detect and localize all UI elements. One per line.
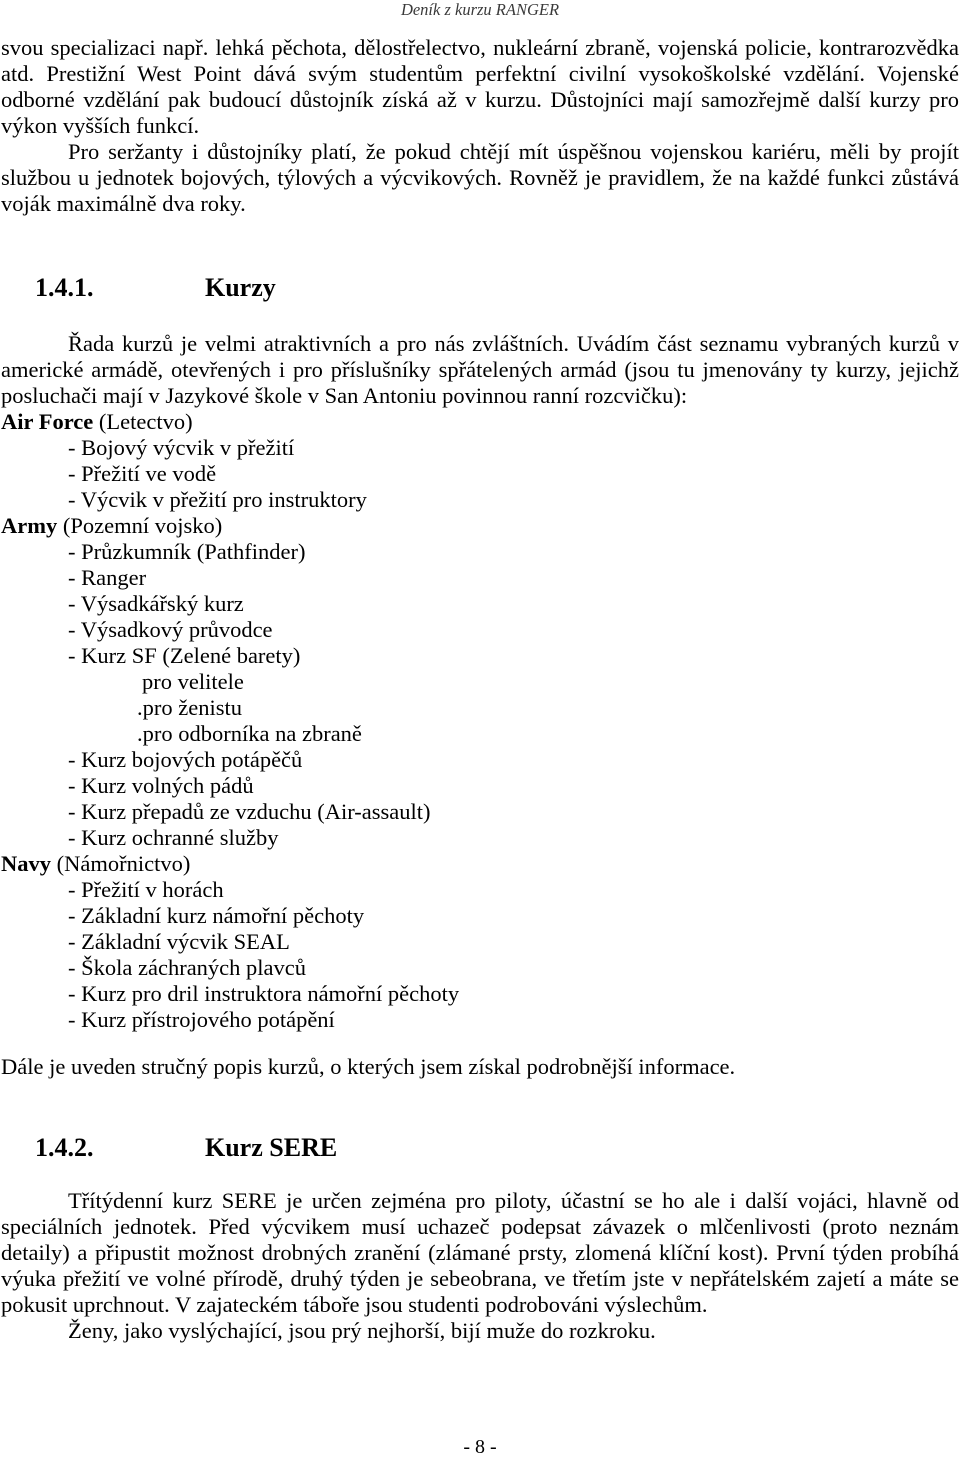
running-header: Deník z kurzu RANGER	[400, 0, 560, 19]
course-variant: pro velitele	[142, 669, 244, 694]
text-line: Dále je uveden stručný popis kurzů, o kterých jsem získal podrobnější informace.	[1, 1054, 736, 1079]
course-item: - Škola záchraných plavců	[68, 955, 307, 980]
course-variant: .pro ženistu	[137, 695, 242, 720]
course-item: - Přežití ve vodě	[68, 461, 217, 486]
course-item: - Průzkumník (Pathfinder)	[68, 539, 306, 564]
course-item: - Základní výcvik SEAL	[68, 929, 290, 954]
branch-heading	[1, 851, 959, 877]
branch-air-force	[1, 409, 959, 513]
course-item: - Kurz SF (Zelené barety)	[68, 643, 301, 668]
section-number: 1.4.1.	[35, 273, 94, 302]
branch-heading	[1, 513, 959, 539]
course-item: - Kurz ochranné služby	[68, 825, 279, 850]
closing-paragraph	[1, 1054, 959, 1080]
section-number: 1.4.2.	[35, 1133, 94, 1162]
text-line: voják maximálně dva roky.	[1, 191, 246, 216]
course-variant: .pro odborníka na zbraně	[137, 721, 362, 746]
text-line: odborné vzdělání pak budoucí důstojník získá až v kurzu. Důstojníci mají samozřejmě další kurzy pro	[1, 87, 959, 112]
text-line: detaily) a připustit možnost drobných zranění (zlámané prsty, zlomená klíční kost). První týden probíhá	[1, 1240, 959, 1265]
course-item: - Kurz bojových potápěčů	[68, 747, 303, 772]
course-item: - Výcvik v přežití pro instruktory	[68, 487, 367, 512]
branch-translation: (Námořnictvo)	[56, 851, 191, 876]
course-item: - Výsadkářský kurz	[68, 591, 244, 616]
branch-army	[1, 513, 959, 851]
text-line: speciálních jednotek. Před výcvikem musí uchazeč podepsat závazek o mlčenlivosti (proto neznám	[1, 1214, 959, 1239]
text-line: výkon vyšších funkcí.	[1, 113, 200, 138]
text-line: Pro seržanty i důstojníky platí, že pokud chtějí mít úspěšnou vojenskou kariéru, měli by projít	[68, 139, 959, 164]
course-item: - Ranger	[68, 565, 147, 590]
course-item: - Výsadkový průvodce	[68, 617, 273, 642]
paragraph	[1, 1318, 959, 1344]
page-number: - 8 -	[463, 1436, 497, 1458]
branch-heading	[1, 409, 959, 435]
text-line: Třítýdenní kurz SERE je určen zejména pro piloty, účastní se ho ale i další vojáci, hlavně od	[68, 1188, 959, 1213]
text-line: pokusit uprchnout. V zajateckém táboře jsou studenti podrobováni výslechům.	[1, 1292, 708, 1317]
course-item: - Bojový výcvik v přežití	[68, 435, 295, 460]
section-title: Kurz SERE	[205, 1133, 338, 1162]
branch-navy	[1, 851, 959, 1033]
text-line: svou specializaci např. lehká pěchota, dělostřelectvo, nukleární zbraně, vojenská policie, kontrarozvědka	[1, 35, 959, 60]
course-item: - Kurz přístrojového potápění	[68, 1007, 335, 1032]
section-title: Kurzy	[205, 273, 276, 302]
course-item: - Kurz volných pádů	[68, 773, 254, 798]
course-item: - Přežití v horách	[68, 877, 224, 902]
text-line: americké armádě, otevřených i pro příslušníky spřátelených armád (jsou tu jmenovány ty kurzy, jejichž	[1, 357, 959, 382]
paragraph	[1, 35, 959, 139]
paragraph	[1, 139, 959, 217]
intro-text	[1, 35, 959, 217]
section-body	[1, 331, 959, 1033]
text-line: službou u jednotek bojových, týlových a výcvikových. Rovněž je pravidlem, že na každé funkci zůstává	[1, 165, 959, 190]
paragraph	[1, 1188, 959, 1318]
section-heading	[0, 273, 960, 303]
text-line: Ženy, jako vyslýchající, jsou prý nejhorší, bijí muže do rozkroku.	[68, 1318, 656, 1343]
course-item: - Kurz pro dril instruktora námořní pěchoty	[68, 981, 460, 1006]
section-heading	[0, 1133, 960, 1163]
text-line: výuka přežití ve volné přírodě, druhý týden je sebeobrana, ve třetím jste v nepřátelském zajetí a máte se	[1, 1266, 959, 1291]
course-item: - Kurz přepadů ze vzduchu (Air-assault)	[68, 799, 431, 824]
branch-translation: (Letectvo)	[98, 409, 193, 434]
branch-name: Army	[1, 513, 58, 538]
text-line: posluchači mají v Jazykové škole v San Antoniu povinnou ranní rozcvičku):	[1, 383, 688, 408]
section-body	[1, 1188, 959, 1344]
course-item: - Základní kurz námořní pěchoty	[68, 903, 365, 928]
branch-name: Air Force	[1, 409, 94, 434]
text-line: atd. Prestižní West Point dává svým studentům perfektní civilní vysokoškolské vzdělání. Vojenské	[1, 61, 959, 86]
branch-name: Navy	[1, 851, 51, 876]
branch-translation: (Pozemní vojsko)	[62, 513, 223, 538]
paragraph	[1, 331, 959, 409]
text-line: Řada kurzů je velmi atraktivních a pro nás zvláštních. Uvádím část seznamu vybraných kurzů v	[68, 331, 959, 356]
